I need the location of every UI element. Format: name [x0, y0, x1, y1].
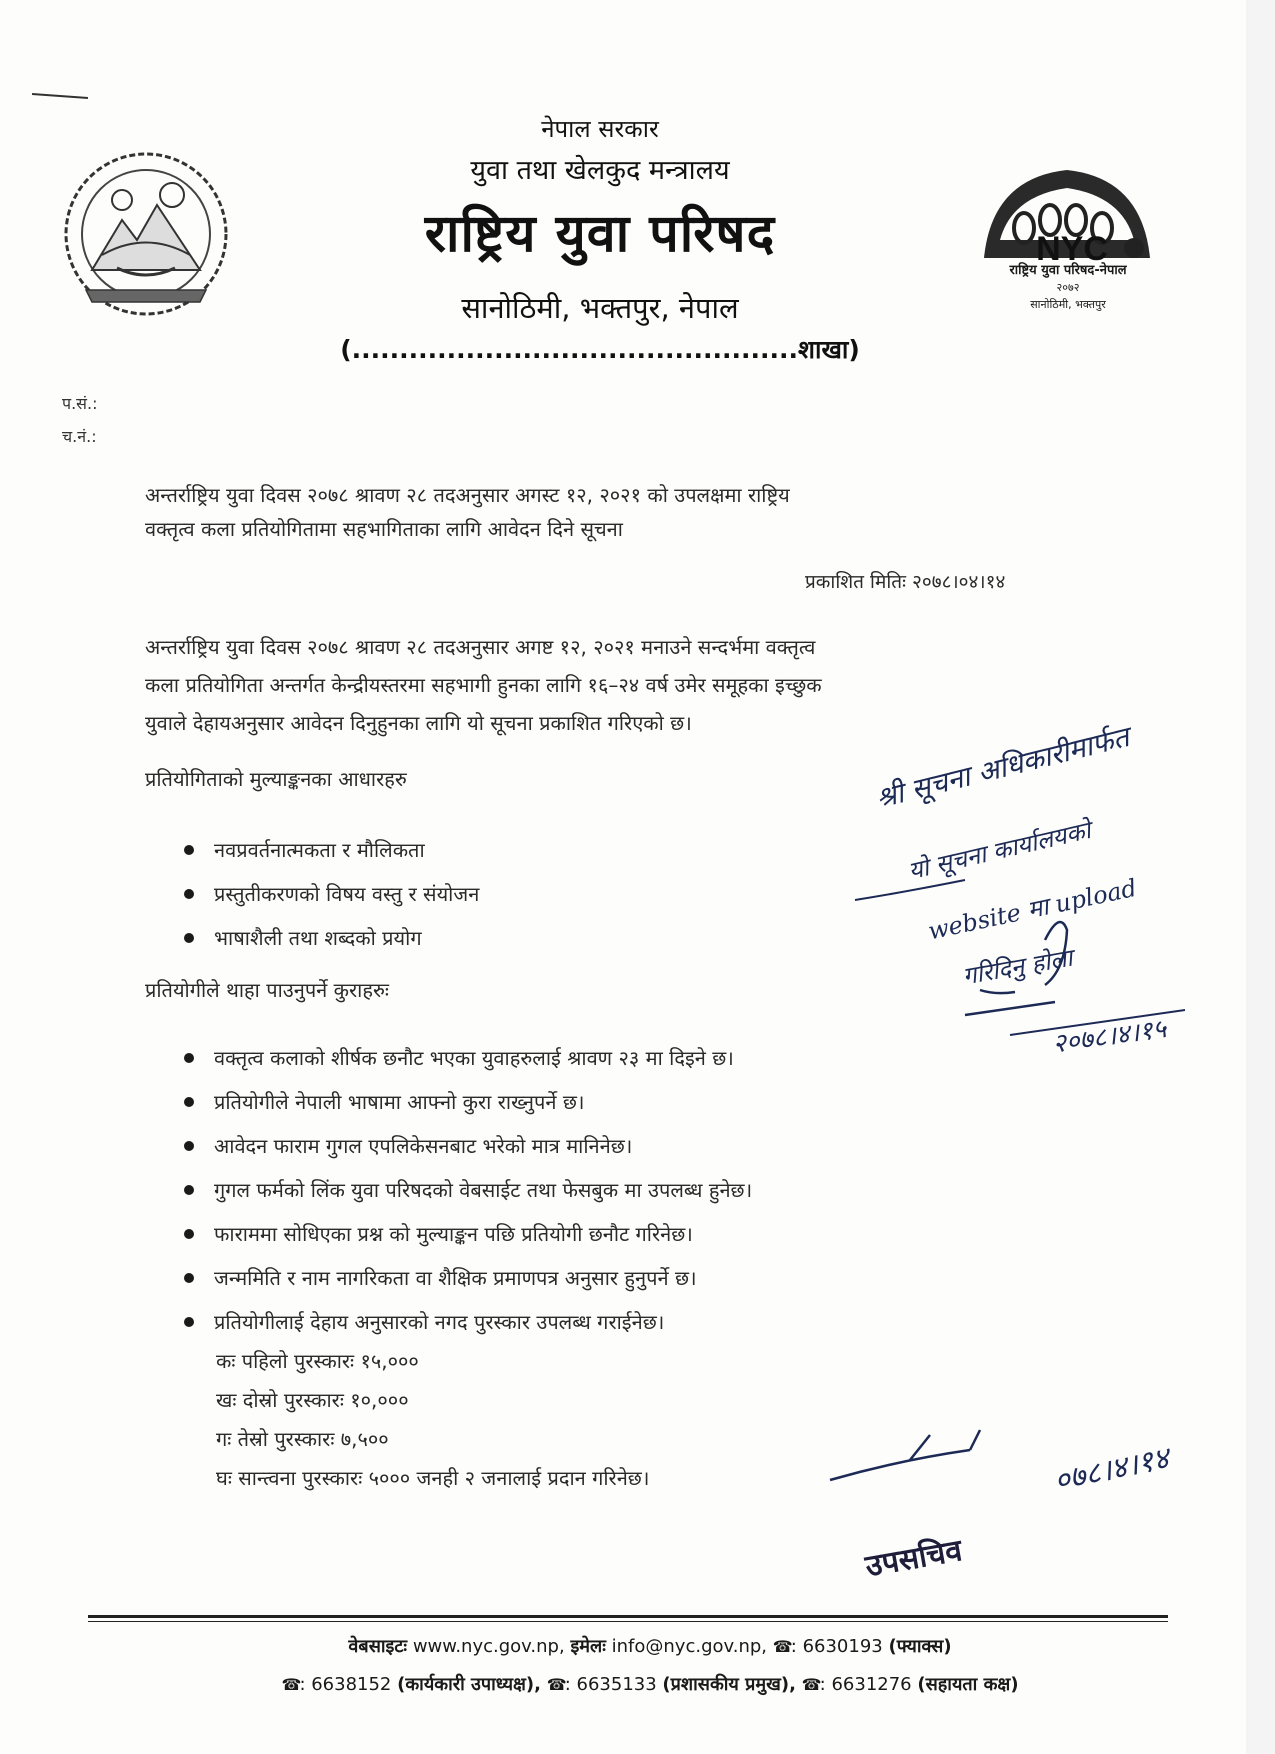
nyc-address: सानोठिमी, भक्तपुर	[1030, 298, 1106, 311]
phone-label: (सहायता कक्ष)	[917, 1674, 1019, 1695]
footer-contact-line	[60, 1634, 1240, 1658]
phone-label: (प्रशासकीय प्रमुख),	[662, 1674, 796, 1695]
handwritten-note-line: यो सूचना कार्यालयको	[905, 816, 1094, 886]
list-item: नवप्रवर्तनात्मकता र मौलिकता	[180, 828, 479, 872]
bullet-icon	[184, 889, 194, 899]
body-line: कला प्रतियोगिता अन्तर्गत केन्द्रीयस्तरमा सहभागी हुनका लागि १६–२४ वर्ष उमेर समूहका इच्छुक	[145, 673, 822, 697]
bullet-icon	[184, 1317, 194, 1327]
bullet-icon	[184, 933, 194, 943]
rules-list	[180, 1036, 752, 1344]
phone-icon: ☎	[801, 1675, 822, 1694]
prize-second: खः दोस्रो पुरस्कारः १०,०००	[216, 1388, 409, 1412]
nyc-letters: NYC	[1036, 230, 1108, 268]
nyc-year: २०७२	[1056, 281, 1080, 294]
fax-number: : 6630193	[790, 1636, 883, 1657]
bullet-icon	[184, 1229, 194, 1239]
fax-label: (फ्याक्स)	[888, 1636, 952, 1657]
corner-mark	[32, 93, 88, 99]
subject-line: वक्तृत्व कला प्रतियोगितामा सहभागिताका लागि आवेदन दिने सूचना	[145, 517, 623, 541]
website-link[interactable]: www.nyc.gov.np,	[412, 1636, 565, 1657]
handwritten-note-line: website मा upload	[925, 873, 1140, 946]
criteria-heading: प्रतियोगिताको मुल्याङ्कनका आधारहरु	[145, 767, 407, 791]
list-item: प्रस्तुतीकरणको विषय वस्तु र संयोजन	[180, 872, 479, 916]
list-item: जन्ममिति र नाम नागरिकता वा शैक्षिक प्रमाणपत्र अनुसार हुनुपर्ने छ।	[180, 1256, 752, 1300]
bullet-icon	[184, 845, 194, 855]
signature-date: ०७८।४।१४	[1051, 1440, 1173, 1500]
phone-number: : 6638152	[299, 1674, 392, 1695]
website-label: वेबसाइटः	[348, 1636, 408, 1657]
bullet-icon	[184, 1185, 194, 1195]
bullet-icon	[184, 1053, 194, 1063]
body-line: युवाले देहायअनुसार आवेदन दिनुहुनका लागि यो सूचना प्रकाशित गरिएको छ।	[145, 711, 692, 735]
branch-line: (...............................................शाखा)	[340, 335, 860, 364]
body-line: अन्तर्राष्ट्रिय युवा दिवस २०७८ श्रावण २८ तदअनुसार अगष्ट १२, २०२१ मनाउने सन्दर्भमा वक्तृत्व	[145, 635, 816, 659]
list-item: वक्तृत्व कलाको शीर्षक छनौट भएका युवाहरुलाई श्रावण २३ मा दिइने छ।	[180, 1036, 752, 1080]
nepal-government-emblem-icon	[62, 150, 230, 318]
ministry-title: युवा तथा खेलकुद मन्त्रालय	[470, 155, 730, 186]
government-title: नेपाल सरकार	[541, 115, 659, 143]
list-item: भाषाशैली तथा शब्दको प्रयोग	[180, 916, 479, 960]
bullet-icon	[184, 1273, 194, 1283]
email-link[interactable]: info@nyc.gov.np,	[611, 1636, 768, 1657]
handwritten-note-date: २०७८।४।१५	[1050, 1014, 1169, 1060]
handwritten-note-line: गरिदिनु होला	[960, 943, 1075, 991]
published-date: प्रकाशित मितिः २०७८।०४।१४	[805, 571, 1006, 593]
footer-phone-line	[60, 1672, 1240, 1696]
list-item: गुगल फर्मको लिंक युवा परिषदको वेबसाईट तथा फेसबुक मा उपलब्ध हुनेछ।	[180, 1168, 752, 1212]
prize-first: कः पहिलो पुरस्कारः १५,०००	[216, 1349, 419, 1373]
phone-icon: ☎	[546, 1675, 567, 1694]
nyc-name: राष्ट्रिय युवा परिषद-नेपाल	[1009, 263, 1127, 278]
scan-edge	[1246, 0, 1275, 1754]
office-address: सानोठिमी, भक्तपुर, नेपाल	[461, 291, 739, 325]
letter-number-label: प.सं.:	[62, 394, 98, 413]
phone-number: : 6631276	[819, 1674, 912, 1695]
signature-strokes	[820, 1420, 1080, 1540]
criteria-list	[180, 828, 479, 960]
list-item: प्रतियोगीलाई देहाय अनुसारको नगद पुरस्कार उपलब्ध गराईनेछ।	[180, 1300, 752, 1344]
subject-line: अन्तर्राष्ट्रिय युवा दिवस २०७८ श्रावण २८ तदअनुसार अगस्ट १२, २०२१ को उपलक्षमा राष्ट्रिय	[145, 483, 790, 507]
email-label: इमेलः	[570, 1636, 606, 1657]
phone-icon: ☎	[281, 1675, 302, 1694]
council-title: राष्ट्रिय युवा परिषद	[424, 204, 776, 264]
prize-consolation: घः सान्त्वना पुरस्कारः ५००० जनही २ जनालाई प्रदान गरिनेछ।	[216, 1466, 650, 1490]
notice-body	[145, 628, 1085, 742]
handwritten-note-line: श्री सूचना अधिकारीमार्फत	[872, 720, 1133, 815]
rules-heading: प्रतियोगीले थाहा पाउनुपर्ने कुराहरुः	[145, 978, 389, 1002]
phone-icon: ☎	[772, 1637, 793, 1656]
footer-divider	[88, 1621, 1168, 1622]
bullet-icon	[184, 1097, 194, 1107]
list-item: प्रतियोगीले नेपाली भाषामा आफ्नो कुरा राख्नुपर्ने छ।	[180, 1080, 752, 1124]
notice-subject	[145, 478, 1075, 546]
phone-number: : 6635133	[564, 1674, 657, 1695]
dispatch-number-label: च.नं.:	[62, 427, 97, 446]
bullet-icon	[184, 1141, 194, 1151]
list-item: आवेदन फाराम गुगल एपलिकेसनबाट भरेको मात्र मानिनेछ।	[180, 1124, 752, 1168]
list-item: फाराममा सोधिएका प्रश्न को मुल्याङ्कन पछि प्रतियोगी छनौट गरिनेछ।	[180, 1212, 752, 1256]
prize-third: गः तेस्रो पुरस्कारः ७,५००	[216, 1427, 389, 1451]
designation-stamp: उपसचिव	[862, 1533, 965, 1585]
phone-label: (कार्यकारी उपाध्यक्ष),	[397, 1674, 541, 1695]
footer-divider	[88, 1615, 1168, 1618]
